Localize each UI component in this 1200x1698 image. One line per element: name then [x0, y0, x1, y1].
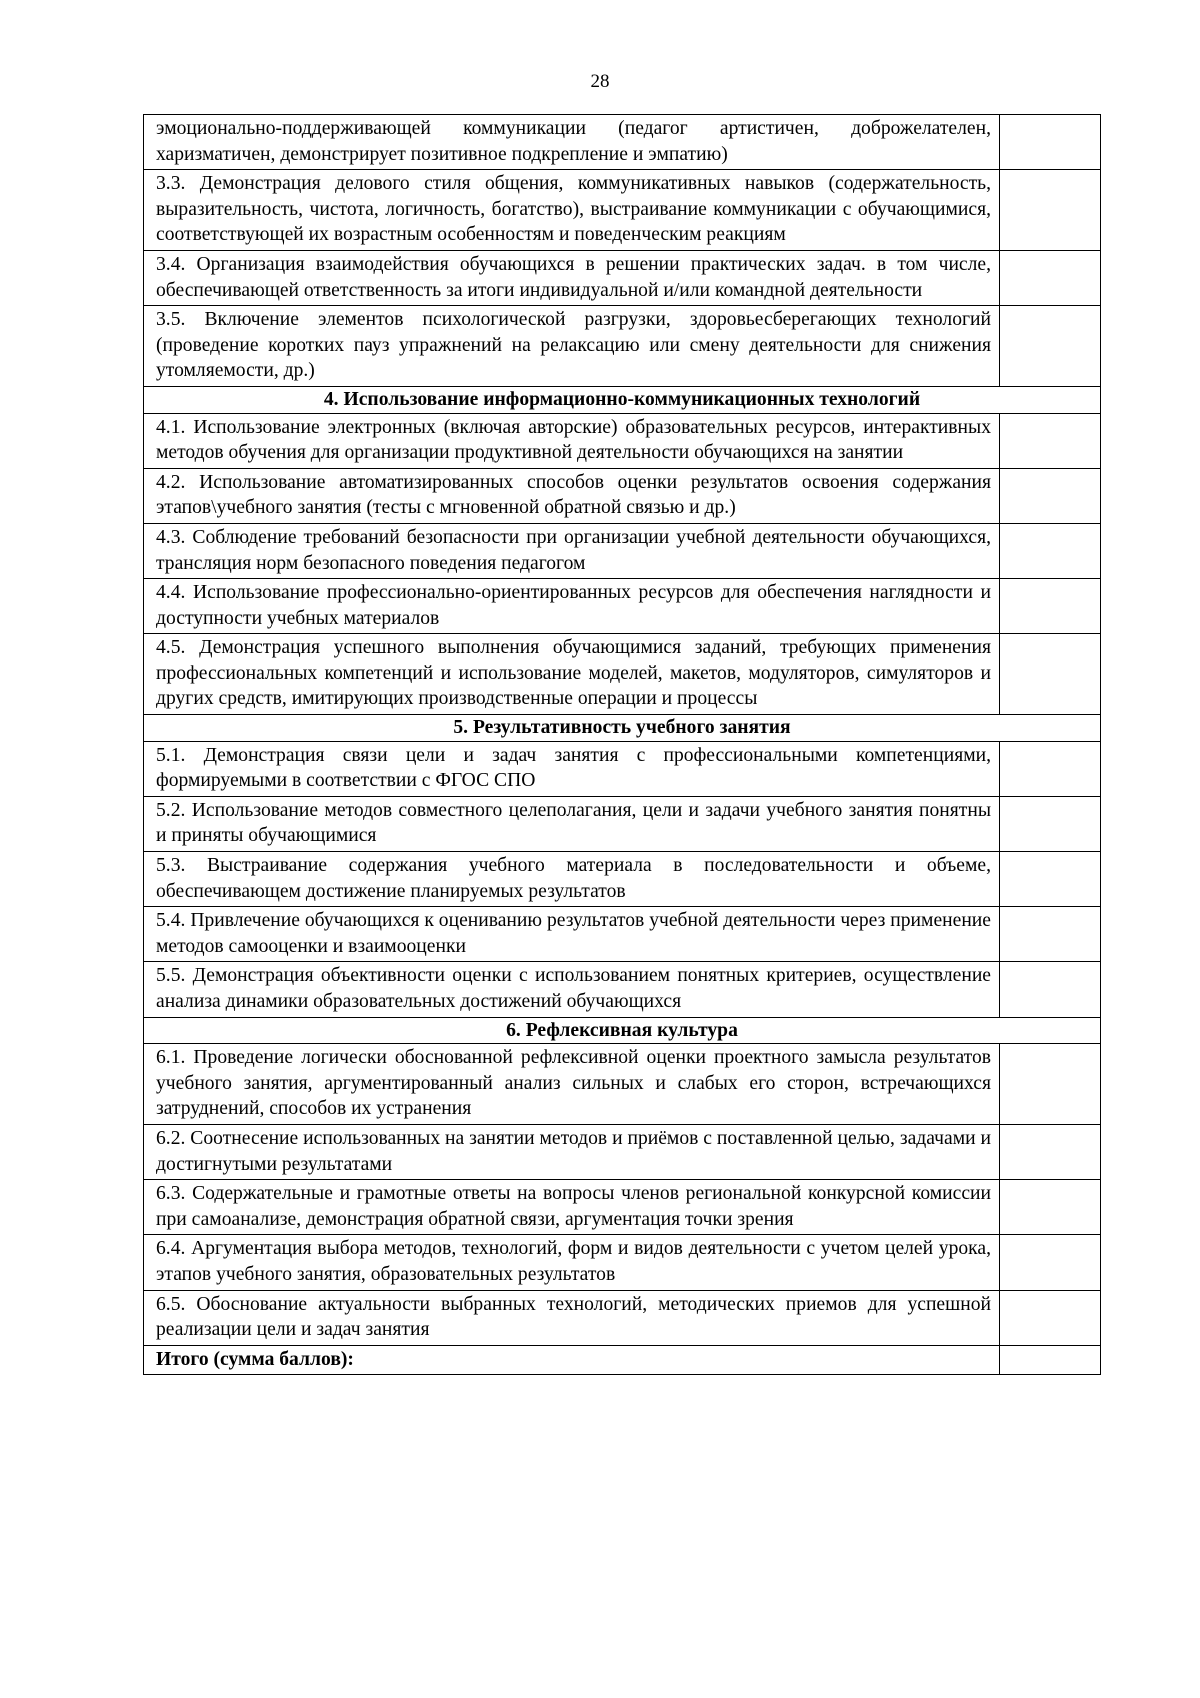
- criterion-text: 5.2. Использование методов совместного целеполагания, цели и задачи учебного занятия понятны и приняты обучающимися: [144, 796, 1000, 851]
- section-heading: 6. Рефлексивная культура: [144, 1017, 1101, 1044]
- criterion-text: 4.2. Использование автоматизированных способов оценки результатов освоения содержания этапов\учебного занятия (тесты с мгновенной обратной связью и др.): [144, 468, 1000, 523]
- score-cell[interactable]: [1000, 523, 1101, 578]
- criterion-text: 6.1. Проведение логически обоснованной рефлексивной оценки проектного замысла результатов учебного занятия, аргументированный анализ сильных и слабых его сторон, встречающихся затруднений, способов их устранения: [144, 1044, 1000, 1125]
- criterion-text: 6.2. Соотнесение использованных на занятии методов и приёмов с поставленной целью, задачами и достигнутыми результатами: [144, 1124, 1000, 1179]
- criterion-row: [144, 413, 1101, 468]
- section-heading-row: [144, 386, 1101, 413]
- criterion-text: 3.5. Включение элементов психологической разгрузки, здоровьесберегающих технологий (проведение коротких пауз упражнений на релаксацию или смену деятельности для снижения утомляемости, др.): [144, 306, 1000, 387]
- score-cell[interactable]: [1000, 741, 1101, 796]
- criterion-text: 3.4. Организация взаимодействия обучающихся в решении практических задач. в том числе, обеспечивающей ответственность за итоги индивидуальной и/или командной деятельности: [144, 250, 1000, 305]
- criterion-text: 6.3. Содержательные и грамотные ответы на вопросы членов региональной конкурсной комиссии при самоанализе, демонстрация обратной связи, аргументация точки зрения: [144, 1180, 1000, 1235]
- score-cell[interactable]: [1000, 306, 1101, 387]
- total-score-cell[interactable]: [1000, 1345, 1101, 1375]
- criterion-row: [144, 1044, 1101, 1125]
- criterion-text: 5.5. Демонстрация объективности оценки с использованием понятных критериев, осуществление анализа динамики образовательных достижений обучающихся: [144, 962, 1000, 1017]
- criterion-row: [144, 1124, 1101, 1179]
- score-cell[interactable]: [1000, 1180, 1101, 1235]
- score-cell[interactable]: [1000, 115, 1101, 170]
- criterion-text: 6.5. Обоснование актуальности выбранных технологий, методических приемов для успешной реализации цели и задач занятия: [144, 1290, 1000, 1345]
- score-cell[interactable]: [1000, 579, 1101, 634]
- criterion-row: [144, 579, 1101, 634]
- criterion-row: [144, 962, 1101, 1017]
- criterion-row: [144, 170, 1101, 251]
- criterion-text: 4.4. Использование профессионально-ориентированных ресурсов для обеспечения наглядности и доступности учебных материалов: [144, 579, 1000, 634]
- criterion-row: [144, 250, 1101, 305]
- score-cell[interactable]: [1000, 1044, 1101, 1125]
- criterion-row: [144, 115, 1101, 170]
- evaluation-criteria-table: [143, 114, 1101, 1375]
- score-cell[interactable]: [1000, 170, 1101, 251]
- score-cell[interactable]: [1000, 468, 1101, 523]
- total-row: [144, 1345, 1101, 1375]
- score-cell[interactable]: [1000, 796, 1101, 851]
- criterion-text: 4.3. Соблюдение требований безопасности при организации учебной деятельности обучающихся, трансляция норм безопасного поведения педагогом: [144, 523, 1000, 578]
- criterion-text: 3.3. Демонстрация делового стиля общения, коммуникативных навыков (содержательность, выразительность, чистота, логичность, богатство), выстраивание коммуникации с обучающимися, соответствующей их возрастным особенностям и поведенческим реакциям: [144, 170, 1000, 251]
- criterion-text: эмоционально-поддерживающей коммуникации (педагог артистичен, доброжелателен, харизматичен, демонстрирует позитивное подкрепление и эмпатию): [144, 115, 1000, 170]
- score-cell[interactable]: [1000, 413, 1101, 468]
- score-cell[interactable]: [1000, 1290, 1101, 1345]
- criterion-row: [144, 907, 1101, 962]
- criterion-row: [144, 796, 1101, 851]
- criterion-row: [144, 741, 1101, 796]
- score-cell[interactable]: [1000, 1235, 1101, 1290]
- score-cell[interactable]: [1000, 1124, 1101, 1179]
- criterion-text: 4.1. Использование электронных (включая авторские) образовательных ресурсов, интерактивных методов обучения для организации продуктивной деятельности обучающихся на занятии: [144, 413, 1000, 468]
- criterion-row: [144, 634, 1101, 715]
- total-label: Итого (сумма баллов):: [144, 1345, 1000, 1375]
- score-cell[interactable]: [1000, 634, 1101, 715]
- criterion-text: 4.5. Демонстрация успешного выполнения обучающимися заданий, требующих применения профессиональных компетенций и использование моделей, макетов, модуляторов, симуляторов и других средств, имитирующих производственные операции и процессы: [144, 634, 1000, 715]
- criterion-text: 5.3. Выстраивание содержания учебного материала в последовательности и объеме, обеспечивающем достижение планируемых результатов: [144, 852, 1000, 907]
- section-heading-row: [144, 1017, 1101, 1044]
- criterion-text: 6.4. Аргументация выбора методов, технологий, форм и видов деятельности с учетом целей урока, этапов учебного занятия, образовательных результатов: [144, 1235, 1000, 1290]
- section-heading: 4. Использование информационно-коммуникационных технологий: [144, 386, 1101, 413]
- score-cell[interactable]: [1000, 907, 1101, 962]
- criterion-row: [144, 306, 1101, 387]
- criterion-row: [144, 523, 1101, 578]
- criterion-text: 5.4. Привлечение обучающихся к оцениванию результатов учебной деятельности через применение методов самооценки и взаимооценки: [144, 907, 1000, 962]
- criterion-row: [144, 1235, 1101, 1290]
- criterion-text: 5.1. Демонстрация связи цели и задач занятия с профессиональными компетенциями, формируемыми в соответствии с ФГОС СПО: [144, 741, 1000, 796]
- criterion-row: [144, 1180, 1101, 1235]
- score-cell[interactable]: [1000, 852, 1101, 907]
- page-number: 28: [590, 71, 610, 92]
- score-cell[interactable]: [1000, 962, 1101, 1017]
- criterion-row: [144, 852, 1101, 907]
- criterion-row: [144, 468, 1101, 523]
- score-cell[interactable]: [1000, 250, 1101, 305]
- section-heading: 5. Результативность учебного занятия: [144, 715, 1101, 742]
- criterion-row: [144, 1290, 1101, 1345]
- section-heading-row: [144, 715, 1101, 742]
